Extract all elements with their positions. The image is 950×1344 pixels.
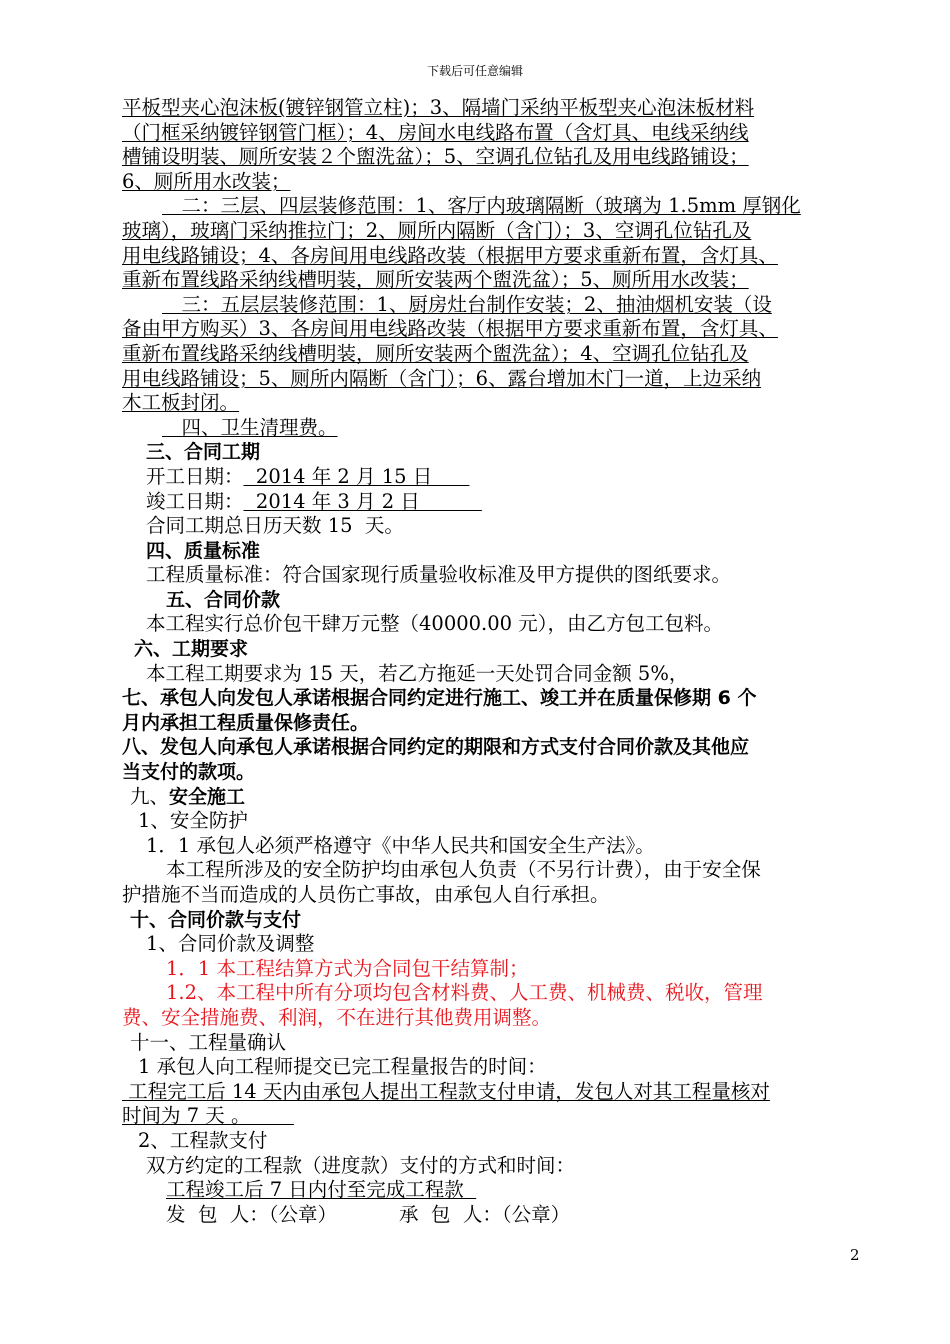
document-line: 当支付的款项。 (122, 761, 256, 784)
document-line: 竣工日期： 2014 年 3 月 2 日 (146, 489, 482, 513)
document-line: 发 包 人：（公章） 承 包 人：（公章） (166, 1202, 571, 1226)
document-line: 本工程所涉及的安全防护均由承包人负责（不另行计费），由于安全保 (166, 858, 761, 882)
document-line: 合同工期总日历天数 15 天。 (146, 514, 404, 538)
document-line: 1 承包人向工程师提交已完工程量报告的时间： (138, 1055, 547, 1079)
document-line: 十、合同价款与支付 (130, 908, 302, 931)
document-line: 本工程工期要求为 15 天，若乙方拖延一天处罚合同金额 5%， (146, 661, 689, 685)
document-line: 工程竣工后 7 日内付至完成工程款 (166, 1178, 477, 1202)
document-line: 护措施不当而造成的人员伤亡事故，由承包人自行承担。 (122, 883, 610, 906)
document-body (122, 96, 862, 1227)
page-number: 2 (850, 1246, 860, 1264)
document-line: 六、工期要求 (134, 638, 249, 661)
document-line: 用电线路铺设；4、各房间用电线路改装（根据甲方要求重新布置，含灯具、 (122, 243, 778, 267)
document-line: 1、合同价款及调整 (146, 932, 315, 956)
document-line: 工程完工后 14 天内由承包人提出工程款支付申请，发包人对其工程量核对 (122, 1079, 770, 1103)
document-line: 十一、工程量确认 (130, 1030, 287, 1054)
document-line: 四、卫生清理费。 (162, 415, 338, 439)
document-line: 本工程实行总价包干肆万元整（40000.00 元），由乙方包工包料。 (146, 612, 723, 636)
document-line: 2、工程款支付 (138, 1128, 268, 1152)
document-line: （门框采纳镀锌钢管门框）；4、房间水电线路布置（含灯具、电线采纳线 (122, 120, 749, 144)
document-line: 1．1 承包人必须严格遵守《中华人民共和国安全生产法》。 (146, 833, 655, 857)
document-line: 重新布置线路采纳线槽明装，厕所安装两个盥洗盆）；4、空调孔位钻孔及 (122, 341, 749, 365)
document-line: 工程质量标准：符合国家现行质量验收标准及甲方提供的图纸要求。 (146, 563, 732, 587)
document-line: 八、发包人向承包人承诺根据合同约定的期限和方式支付合同价款及其他应 (122, 736, 750, 759)
document-line: 双方约定的工程款（进度款）支付的方式和时间： (146, 1153, 576, 1177)
document-line: 平板型夹心泡沫板(镀锌钢管立柱)；3、隔墙门采纳平板型夹心泡沫板材料 (122, 96, 755, 119)
document-line: 1．1 本工程结算方式为合同包干结算制； (166, 956, 529, 980)
document-line: 三、合同工期 (146, 441, 261, 464)
document-line: 时间为 7 天 。 (122, 1104, 294, 1128)
page-header: 下载后可任意编辑 (426, 64, 523, 78)
document-line: 月内承担工程质量保修责任。 (122, 711, 370, 734)
document-line: 开工日期： 2014 年 2 月 15 日 (146, 464, 470, 488)
document-line: 备由甲方购买）3、各房间用电线路改装（根据甲方要求重新布置，含灯具、 (122, 317, 778, 341)
document-line: 费、安全措施费、利润，不在进行其他费用调整。 (122, 1005, 552, 1029)
document-line: 木工板封闭。 (122, 391, 240, 415)
document-line: 七、承包人向发包人承诺根据合同约定进行施工、竣工并在质量保修期 6 个 (122, 687, 757, 710)
document-line: 玻璃），玻璃门采纳推拉门；2、厕所内隔断（含门）；3、空调孔位钻孔及 (122, 218, 752, 242)
document-line: 用电线路铺设；5、厕所内隔断（含门）；6、露台增加木门一道，上边采纳 (122, 366, 762, 390)
document-line: 重新布置线路采纳线槽明装，厕所安装两个盥洗盆）；5、厕所用水改装； (122, 268, 749, 292)
document-line: 四、质量标准 (146, 539, 261, 562)
document-line: 1、安全防护 (138, 809, 248, 833)
document-line: 槽铺设明装、厕所安装２个盥洗盆）；5、空调孔位钻孔及用电线路铺设； (122, 145, 749, 169)
document-line: 九、安全施工 (130, 784, 246, 808)
document-line: 二：三层、四层装修范围：1、客厅内玻璃隔断（玻璃为 1.5mm 厚钢化 (162, 194, 801, 218)
document-line: 三：五层层装修范围：1、厨房灶台制作安装；2、抽油烟机安装（设 (162, 292, 772, 316)
document-line: 6、厕所用水改装； (122, 169, 291, 193)
document-line: 五、合同价款 (166, 588, 281, 611)
document-line: 1.2、本工程中所有分项均包含材料费、人工费、机械费、税收，管理 (166, 981, 763, 1005)
